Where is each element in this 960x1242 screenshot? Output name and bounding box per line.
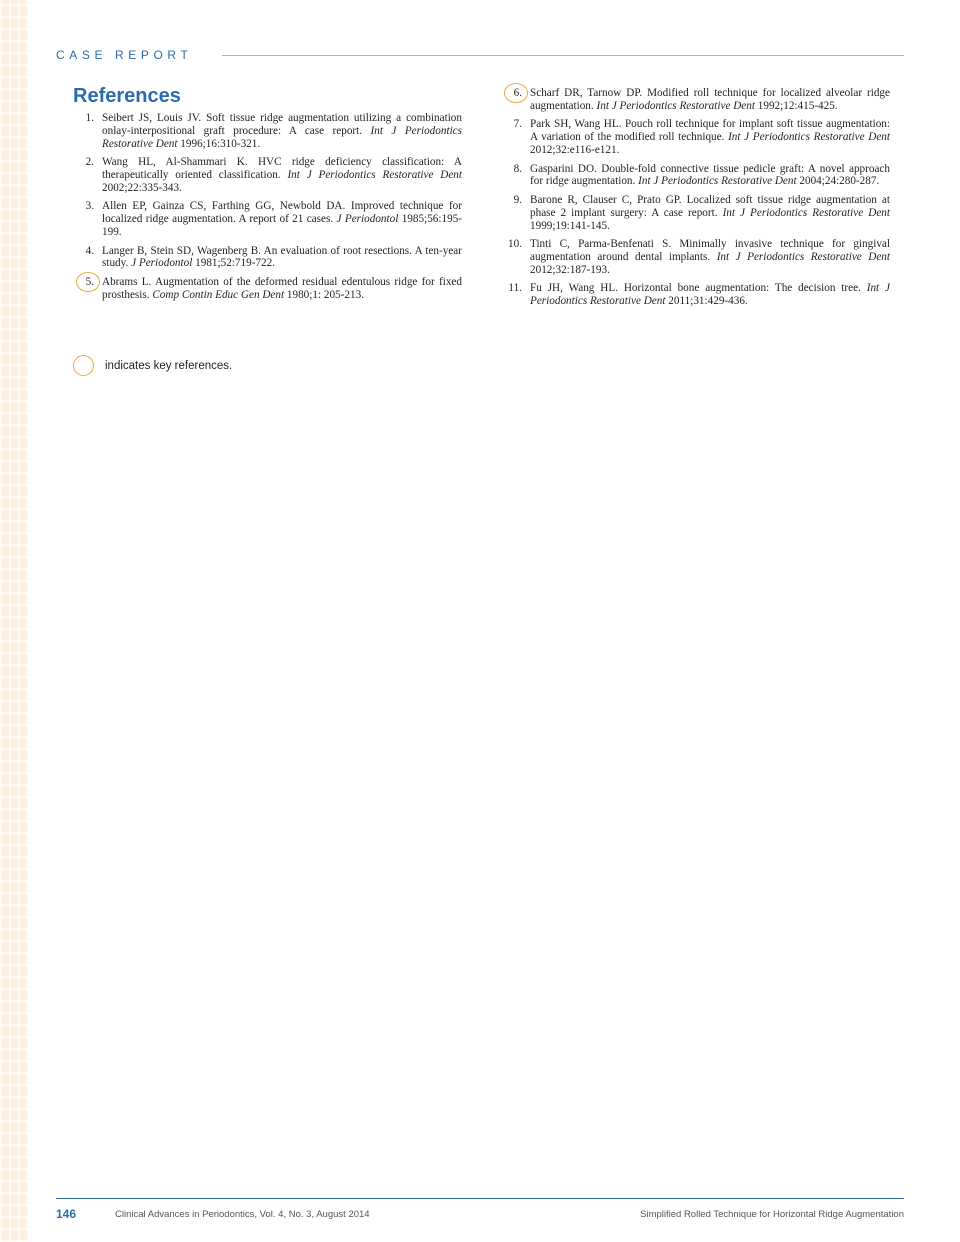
decorative-side-strip xyxy=(0,0,28,1242)
reference-text xyxy=(102,200,462,238)
reference-item xyxy=(498,87,890,113)
reference-text xyxy=(530,238,890,276)
reference-item xyxy=(498,238,890,276)
header-rule xyxy=(222,55,904,56)
reference-item xyxy=(70,156,462,194)
reference-list-right-column xyxy=(498,87,890,314)
reference-item xyxy=(70,200,462,238)
page-number: 146 xyxy=(56,1207,77,1221)
journal-citation: Clinical Advances in Periodontics, Vol. 4, No. 3, August 2014 xyxy=(115,1209,370,1220)
reference-text xyxy=(102,245,462,271)
references-heading: References xyxy=(73,85,181,107)
reference-segment: Wang HL, Al-Shammari K. HVC ridge deficiency classification: A therapeutically oriented classification. xyxy=(102,156,462,181)
running-article-title: Simplified Rolled Technique for Horizontal Ridge Augmentation xyxy=(640,1209,904,1220)
journal-name: J Periodontol xyxy=(336,213,399,226)
reference-segment: 2011;31:429-436. xyxy=(665,295,748,308)
reference-number: 10. xyxy=(508,238,522,251)
section-label: CASE REPORT xyxy=(56,48,193,62)
reference-number: 4. xyxy=(85,244,94,257)
reference-number: 9. xyxy=(513,193,522,206)
reference-segment: 1996;16:310-321. xyxy=(177,137,261,150)
reference-segment: 2004;24:280-287. xyxy=(796,175,880,188)
reference-number: 6. xyxy=(498,87,530,113)
legend-text: indicates key references. xyxy=(105,359,233,372)
journal-name: Int J Periodontics Restorative Dent xyxy=(716,250,891,263)
key-circle-icon xyxy=(73,355,94,376)
journal-name: J Periodontol xyxy=(131,257,193,270)
reference-segment: Barone R, Clauser C, Prato GP. Localized soft tissue ridge augmentation at phase 2 implant surgery: A case report. xyxy=(530,193,890,219)
reference-segment: Scharf DR, Tarnow DP. Modified roll technique for localized alveolar ridge augmentation. xyxy=(530,87,890,112)
reference-segment: Park SH, Wang HL. Pouch roll technique for implant soft tissue augmentation: A variation of the modified roll technique. xyxy=(530,118,890,144)
reference-segment: 2012;32:187-193. xyxy=(530,263,610,276)
reference-number: 3. xyxy=(85,200,94,213)
journal-name: Int J Periodontics Restorative Dent xyxy=(722,206,890,219)
reference-number: 7. xyxy=(513,118,522,131)
reference-segment: Tinti C, Parma-Benfenati S. Minimally invasive technique for gingival augmentation around dental implants. xyxy=(530,238,890,263)
reference-list-left-column xyxy=(70,112,462,307)
reference-text xyxy=(530,282,890,308)
reference-text xyxy=(530,118,890,156)
reference-item xyxy=(70,245,462,271)
reference-segment: 2012;32:e116-e121. xyxy=(530,143,620,156)
reference-item xyxy=(498,163,890,189)
reference-segment: Fu JH, Wang HL. Horizontal bone augmentation: The decision tree. xyxy=(530,282,867,295)
reference-text xyxy=(102,276,462,302)
reference-segment: 1992;12:415-425. xyxy=(754,99,838,112)
reference-number: 2. xyxy=(85,156,94,169)
reference-item xyxy=(70,276,462,302)
reference-item xyxy=(498,194,890,232)
reference-number: 1. xyxy=(85,112,94,124)
reference-segment: 1999;19:141-145. xyxy=(530,219,610,232)
reference-segment: 2002;22:335-343. xyxy=(102,181,182,194)
journal-name: Int J Periodontics Restorative Dent xyxy=(102,124,462,150)
reference-text xyxy=(530,194,890,232)
journal-name: Comp Contin Educ Gen Dent xyxy=(152,288,285,301)
reference-segment: Abrams L. Augmentation of the deformed residual edentulous ridge for fixed prosthesis. xyxy=(102,275,462,301)
key-reference-circle-icon xyxy=(504,83,528,103)
journal-name: Int J Periodontics Restorative Dent xyxy=(287,168,463,181)
reference-number: 8. xyxy=(513,162,522,175)
reference-text xyxy=(102,156,462,194)
reference-item xyxy=(498,118,890,156)
reference-text xyxy=(530,163,890,189)
footer-rule xyxy=(56,1198,904,1199)
reference-text xyxy=(102,112,462,150)
reference-segment: Langer B, Stein SD, Wagenberg B. An evaluation of root resections. A ten-year study. xyxy=(102,244,462,270)
reference-item xyxy=(70,112,462,150)
reference-segment: Allen EP, Gainza CS, Farthing GG, Newbold DA. Improved technique for localized ridge augmentation. A report of 21 cases. xyxy=(102,200,462,226)
reference-segment: Seibert JS, Louis JV. Soft tissue ridge augmentation utilizing a combination onlay-interpositional graft procedure: A case report. xyxy=(102,112,462,137)
journal-name: Int J Periodontics Restorative Dent xyxy=(530,282,890,308)
journal-name: Int J Periodontics Restorative Dent xyxy=(728,131,890,144)
journal-name: Int J Periodontics Restorative Dent xyxy=(638,175,797,188)
reference-number: 11. xyxy=(508,282,522,295)
reference-segment: 1985;56:195-199. xyxy=(102,213,462,238)
journal-name: Int J Periodontics Restorative Dent xyxy=(596,99,755,112)
reference-segment: Gasparini DO. Double-fold connective tissue pedicle graft: A novel approach for ridge augmentation. xyxy=(530,162,890,188)
reference-item xyxy=(498,282,890,308)
reference-segment: 1980;1: 205-213. xyxy=(284,288,364,301)
reference-number: 5. xyxy=(70,276,102,302)
reference-text xyxy=(530,87,890,113)
key-reference-legend xyxy=(73,355,232,376)
reference-segment: 1981;52:719-722. xyxy=(192,257,276,270)
key-reference-circle-icon xyxy=(76,272,100,292)
